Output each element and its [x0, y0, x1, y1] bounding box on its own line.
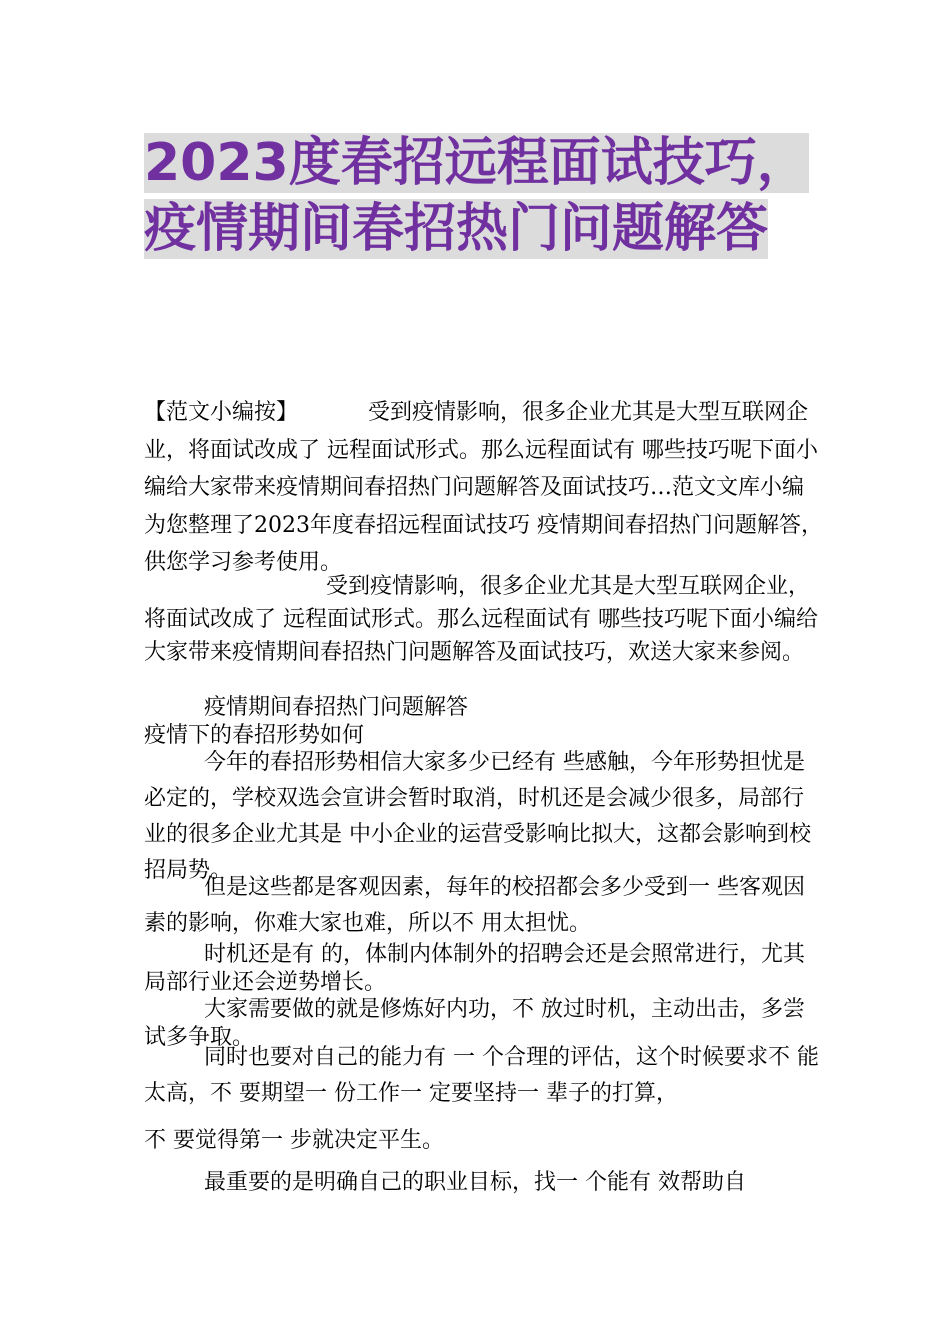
body-paragraph: 但是这些都是客观因素，每年的校招都会多少受到一 些客观因素的影响，你难大家也难，所以不 用太担忧。 — [144, 875, 805, 936]
section-headings — [144, 694, 824, 750]
intro-paragraph — [144, 394, 824, 582]
summary-paragraph: 受到疫情影响，很多企业尤其是大型互联网企业，将面试改成了 远程面试形式。那么远程面试有 哪些技巧呢下面小编给大家带来疫情期间春招热门问题解答及面试技巧，欢送大家来参阅。 — [144, 574, 818, 665]
intro-paragraph-text: 受到疫情影响，很多企业尤其是大型互联网企业，将面试改成了 远程面试形式。那么远程面试有 哪些技巧呢下面小编给大家带来疫情期间春招热门问题解答及面试技巧…范文文库小编为您整理了2023年度春招远程面试技巧 疫情期间春招热门问题解答，供您学习参考使用。 — [144, 400, 823, 575]
body-paragraph: 今年的春招形势相信大家多少已经有 些感触，今年形势担忧是必定的，学校双选会宣讲会暂时取消，时机还是会减少很多，局部行业的很多企业尤其是 中小企业的运营受影响比拟大，这都会影响到校招局势。 — [144, 750, 811, 883]
document-title — [144, 130, 844, 262]
editor-note-label: 【范文小编按】 — [144, 400, 299, 425]
body-paragraph: 不 要觉得第一 步就决定平生。 — [144, 1128, 444, 1153]
body-paragraph: 大家需要做的就是修炼好内功，不 放过时机，主动出击，多尝试多争取。 — [144, 997, 805, 1050]
body-paragraph: 同时也要对自己的能力有 一 个合理的评估，这个时候要求不 能太高，不 要期望一 份工作一 定要坚持一 辈子的打算， — [144, 1045, 819, 1106]
section-heading: 疫情期间春招热门问题解答 — [204, 695, 469, 720]
body-paragraph: 时机还是有 的，体制内体制外的招聘会还是会照常进行，尤其局部行业还会逆势增长。 — [144, 942, 805, 995]
document-title-text: 2023度春招远程面试技巧，疫情期间春招热门问题解答 — [144, 133, 809, 259]
body-paragraph: 最重要的是明确自己的职业目标，找一 个能有 效帮助自 — [204, 1170, 746, 1195]
subsection-heading: 疫情下的春招形势如何 — [144, 723, 365, 748]
